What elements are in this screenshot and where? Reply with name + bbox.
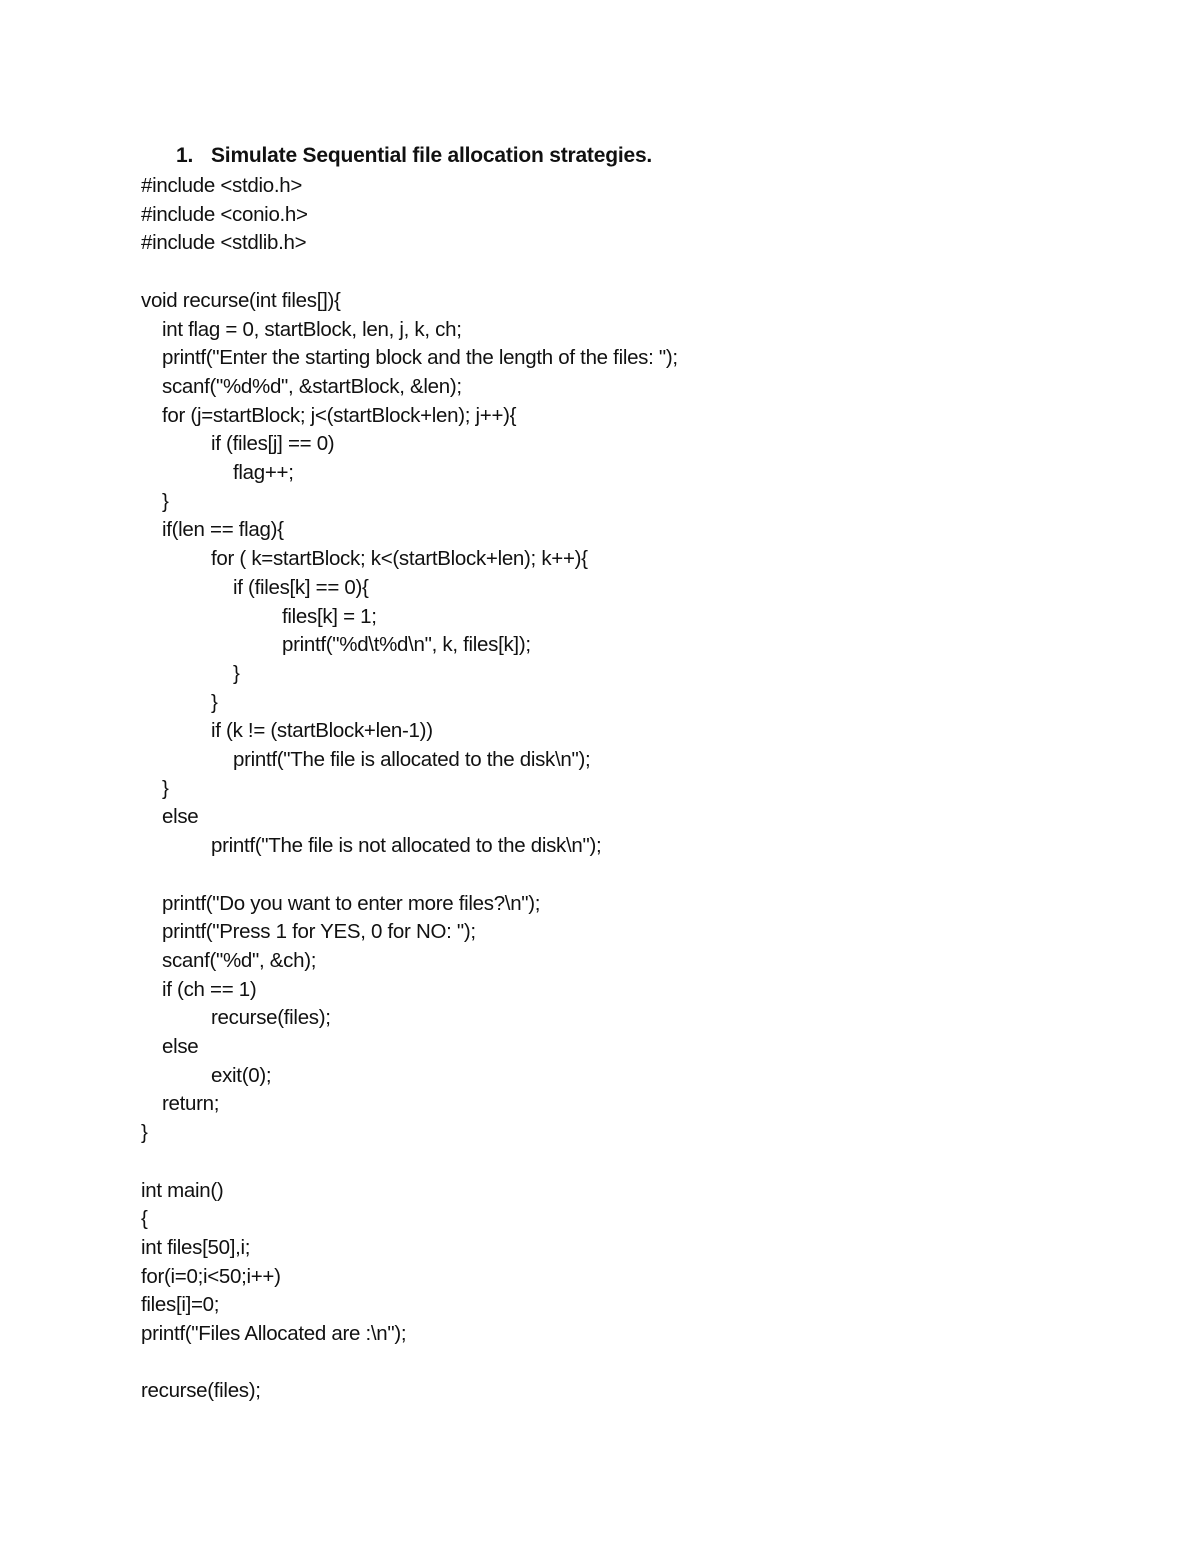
code-line: int main(): [141, 1178, 224, 1202]
code-line: for ( k=startBlock; k<(startBlock+len); k++){: [211, 547, 588, 571]
code-line: }: [233, 661, 240, 685]
section-heading: [176, 144, 652, 168]
code-line: recurse(files);: [141, 1379, 261, 1403]
code-line: else: [162, 805, 199, 829]
code-line: printf("Enter the starting block and the length of the files: ");: [162, 346, 678, 370]
code-line: flag++;: [233, 461, 294, 484]
code-line: if (ch == 1): [162, 977, 257, 1001]
code-line: }: [162, 489, 169, 513]
code-line: files[k] = 1;: [282, 604, 377, 628]
code-line: #include <stdlib.h>: [141, 231, 307, 255]
code-line: }: [141, 1121, 148, 1145]
code-line: scanf("%d", &ch);: [162, 948, 317, 972]
code-line: }: [162, 776, 169, 800]
code-line: scanf("%d%d", &startBlock, &len);: [162, 374, 462, 398]
code-line: if (files[j] == 0): [211, 432, 335, 456]
code-line: printf("Files Allocated are :\n");: [141, 1322, 407, 1345]
code-line: {: [141, 1207, 148, 1231]
code-line: recurse(files);: [211, 1006, 331, 1030]
heading-title: Simulate Sequential file allocation strategies.: [211, 144, 653, 167]
code-line: }: [211, 690, 218, 714]
code-line: printf("%d\t%d\n", k, files[k]);: [282, 633, 531, 657]
code-line: printf("Press 1 for YES, 0 for NO: ");: [162, 920, 476, 944]
code-line: printf("Do you want to enter more files?\n");: [162, 891, 541, 915]
code-line: if (files[k] == 0){: [233, 575, 369, 599]
code-line: #include <stdio.h>: [141, 174, 303, 197]
code-line: if(len == flag){: [162, 518, 284, 542]
code-line: exit(0);: [211, 1063, 272, 1087]
code-line: if (k != (startBlock+len-1)): [211, 719, 433, 743]
code-line: return;: [162, 1092, 220, 1116]
code-line: for(i=0;i<50;i++): [141, 1264, 281, 1288]
code-line: printf("The file is allocated to the disk\n");: [233, 748, 591, 771]
code-line: void recurse(int files[]){: [141, 288, 341, 312]
code-line: files[i]=0;: [141, 1293, 220, 1317]
code-line: printf("The file is not allocated to the disk\n");: [211, 834, 602, 858]
code-line: int files[50],i;: [141, 1235, 251, 1259]
code-line: int flag = 0, startBlock, len, j, k, ch;: [162, 317, 462, 341]
code-line: else: [162, 1035, 199, 1058]
heading-number: 1.: [176, 144, 194, 167]
code-line: for (j=startBlock; j<(startBlock+len); j++){: [162, 403, 517, 427]
code-line: #include <conio.h>: [141, 202, 308, 226]
